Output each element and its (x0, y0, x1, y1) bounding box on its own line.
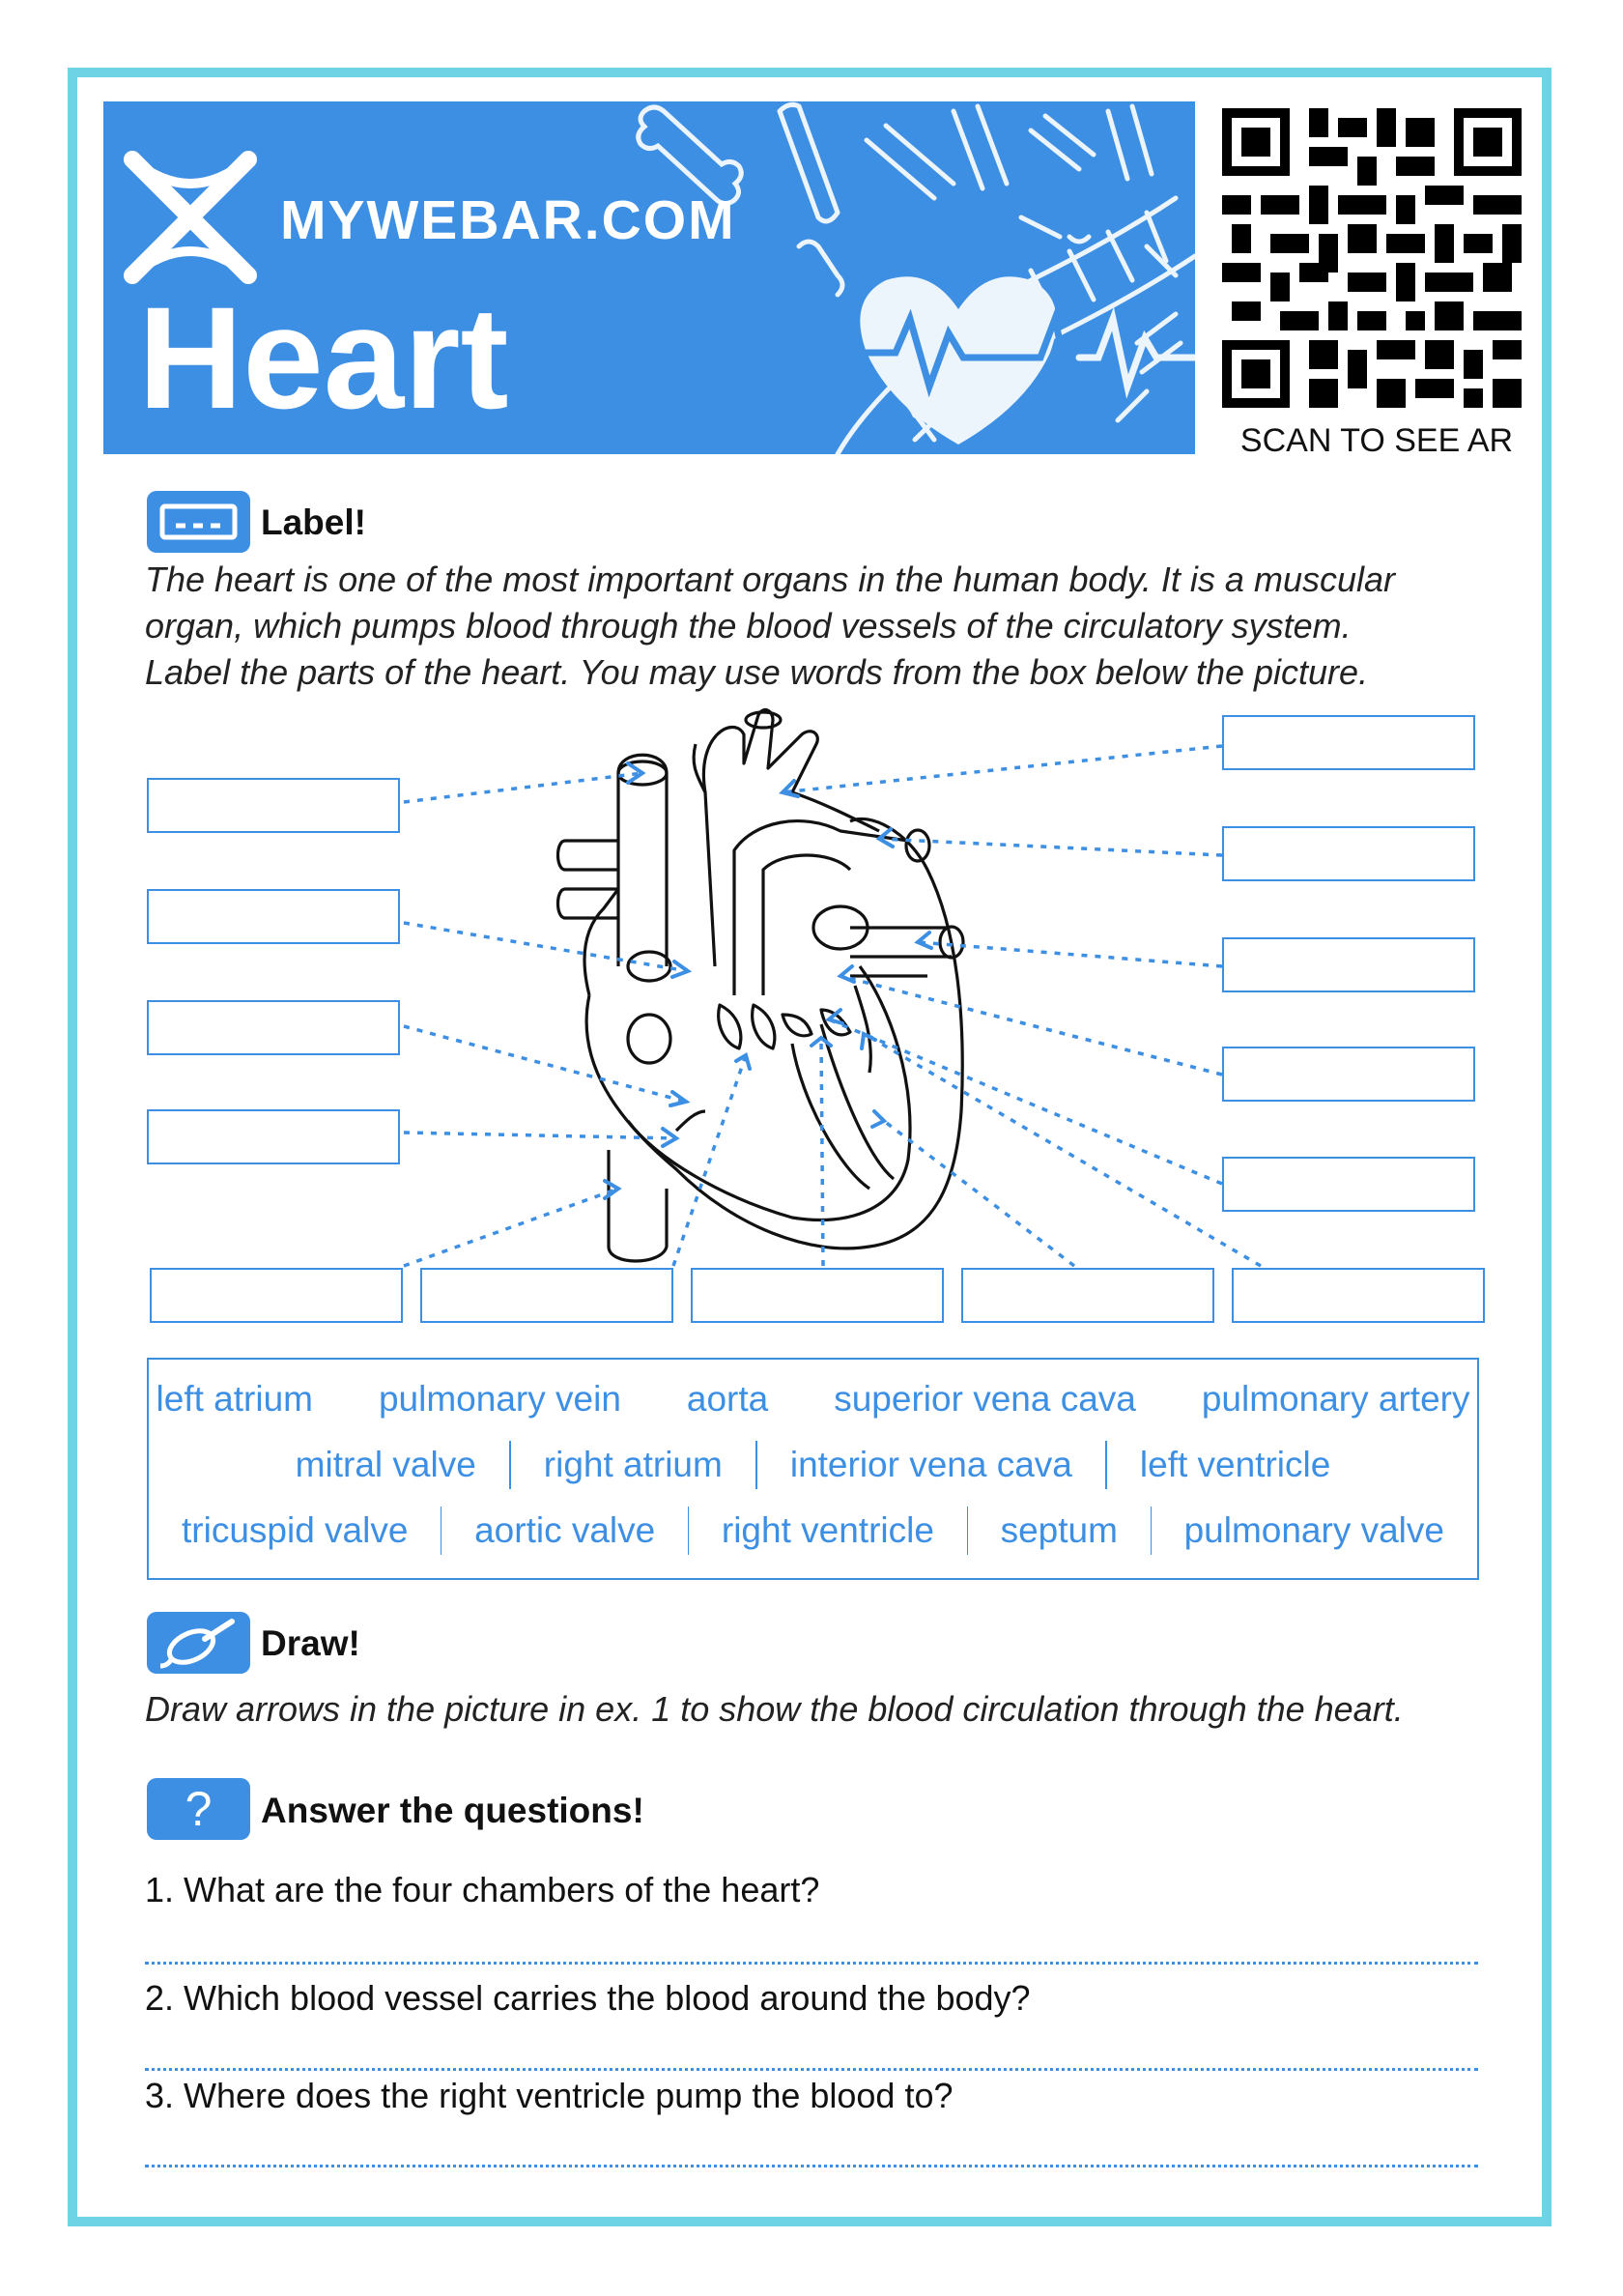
label-box-5[interactable] (1222, 715, 1475, 770)
word-item: aortic valve (474, 1510, 656, 1550)
word-item: aorta (686, 1379, 769, 1419)
answer-line-2[interactable] (145, 2068, 1478, 2071)
word-item: right ventricle (721, 1510, 934, 1550)
label-box-7[interactable] (1222, 937, 1475, 992)
draw-instructions: Draw arrows in the picture in ex. 1 to show the blood circulation through the heart. (145, 1689, 1404, 1729)
word-item: pulmonary artery (1201, 1379, 1470, 1419)
qr-caption: SCAN TO SEE AR (1239, 422, 1514, 459)
label-instructions: The heart is one of the most important organs in the human body. It is a muscular organ, which pumps blood through the blood vessels of the circulatory system. Label the parts of the heart. You may use words from the box below the picture. (145, 560, 1395, 692)
label-box-14[interactable] (1232, 1268, 1485, 1323)
label-heading: Label! (261, 502, 366, 542)
word-item: mitral valve (295, 1445, 476, 1484)
label-box-10[interactable] (150, 1268, 403, 1323)
answer-line-3[interactable] (145, 2165, 1478, 2167)
word-item: left ventricle (1139, 1445, 1331, 1484)
label-box-4[interactable] (147, 1109, 400, 1164)
word-item: septum (1000, 1510, 1118, 1550)
word-item: pulmonary valve (1183, 1510, 1444, 1550)
label-box-2[interactable] (147, 889, 400, 944)
answer-line-1[interactable] (145, 1962, 1478, 1965)
label-box-8[interactable] (1222, 1047, 1475, 1102)
label-box-6[interactable] (1222, 826, 1475, 881)
draw-heading: Draw! (261, 1623, 360, 1663)
brand-name: MYWEBAR.COM (280, 189, 736, 251)
word-item: pulmonary vein (378, 1379, 621, 1419)
word-item: tricuspid valve (182, 1510, 409, 1550)
word-bank (147, 1358, 1479, 1580)
label-box-12[interactable] (691, 1268, 944, 1323)
word-row-2 (149, 1441, 1477, 1489)
label-box-1[interactable] (147, 778, 400, 833)
label-box-3[interactable] (147, 1000, 400, 1055)
word-item: left atrium (156, 1379, 313, 1419)
word-row-1 (149, 1375, 1477, 1423)
question-1: 1. What are the four chambers of the heart? (145, 1870, 820, 1909)
question-2: 2. Which blood vessel carries the blood around the body? (145, 1978, 1031, 2018)
brush-icon (147, 1612, 250, 1674)
question-icon: ? (147, 1778, 250, 1840)
page-title: Heart (138, 276, 509, 439)
word-item: right atrium (543, 1445, 723, 1484)
word-item: interior vena cava (789, 1445, 1072, 1484)
questions-heading: Answer the questions! (261, 1791, 644, 1830)
question-3: 3. Where does the right ventricle pump the blood to? (145, 2076, 954, 2115)
label-box-11[interactable] (420, 1268, 673, 1323)
label-box-13[interactable] (961, 1268, 1214, 1323)
label-box-9[interactable] (1222, 1157, 1475, 1212)
word-row-3 (149, 1507, 1477, 1555)
word-item: superior vena cava (834, 1379, 1136, 1419)
